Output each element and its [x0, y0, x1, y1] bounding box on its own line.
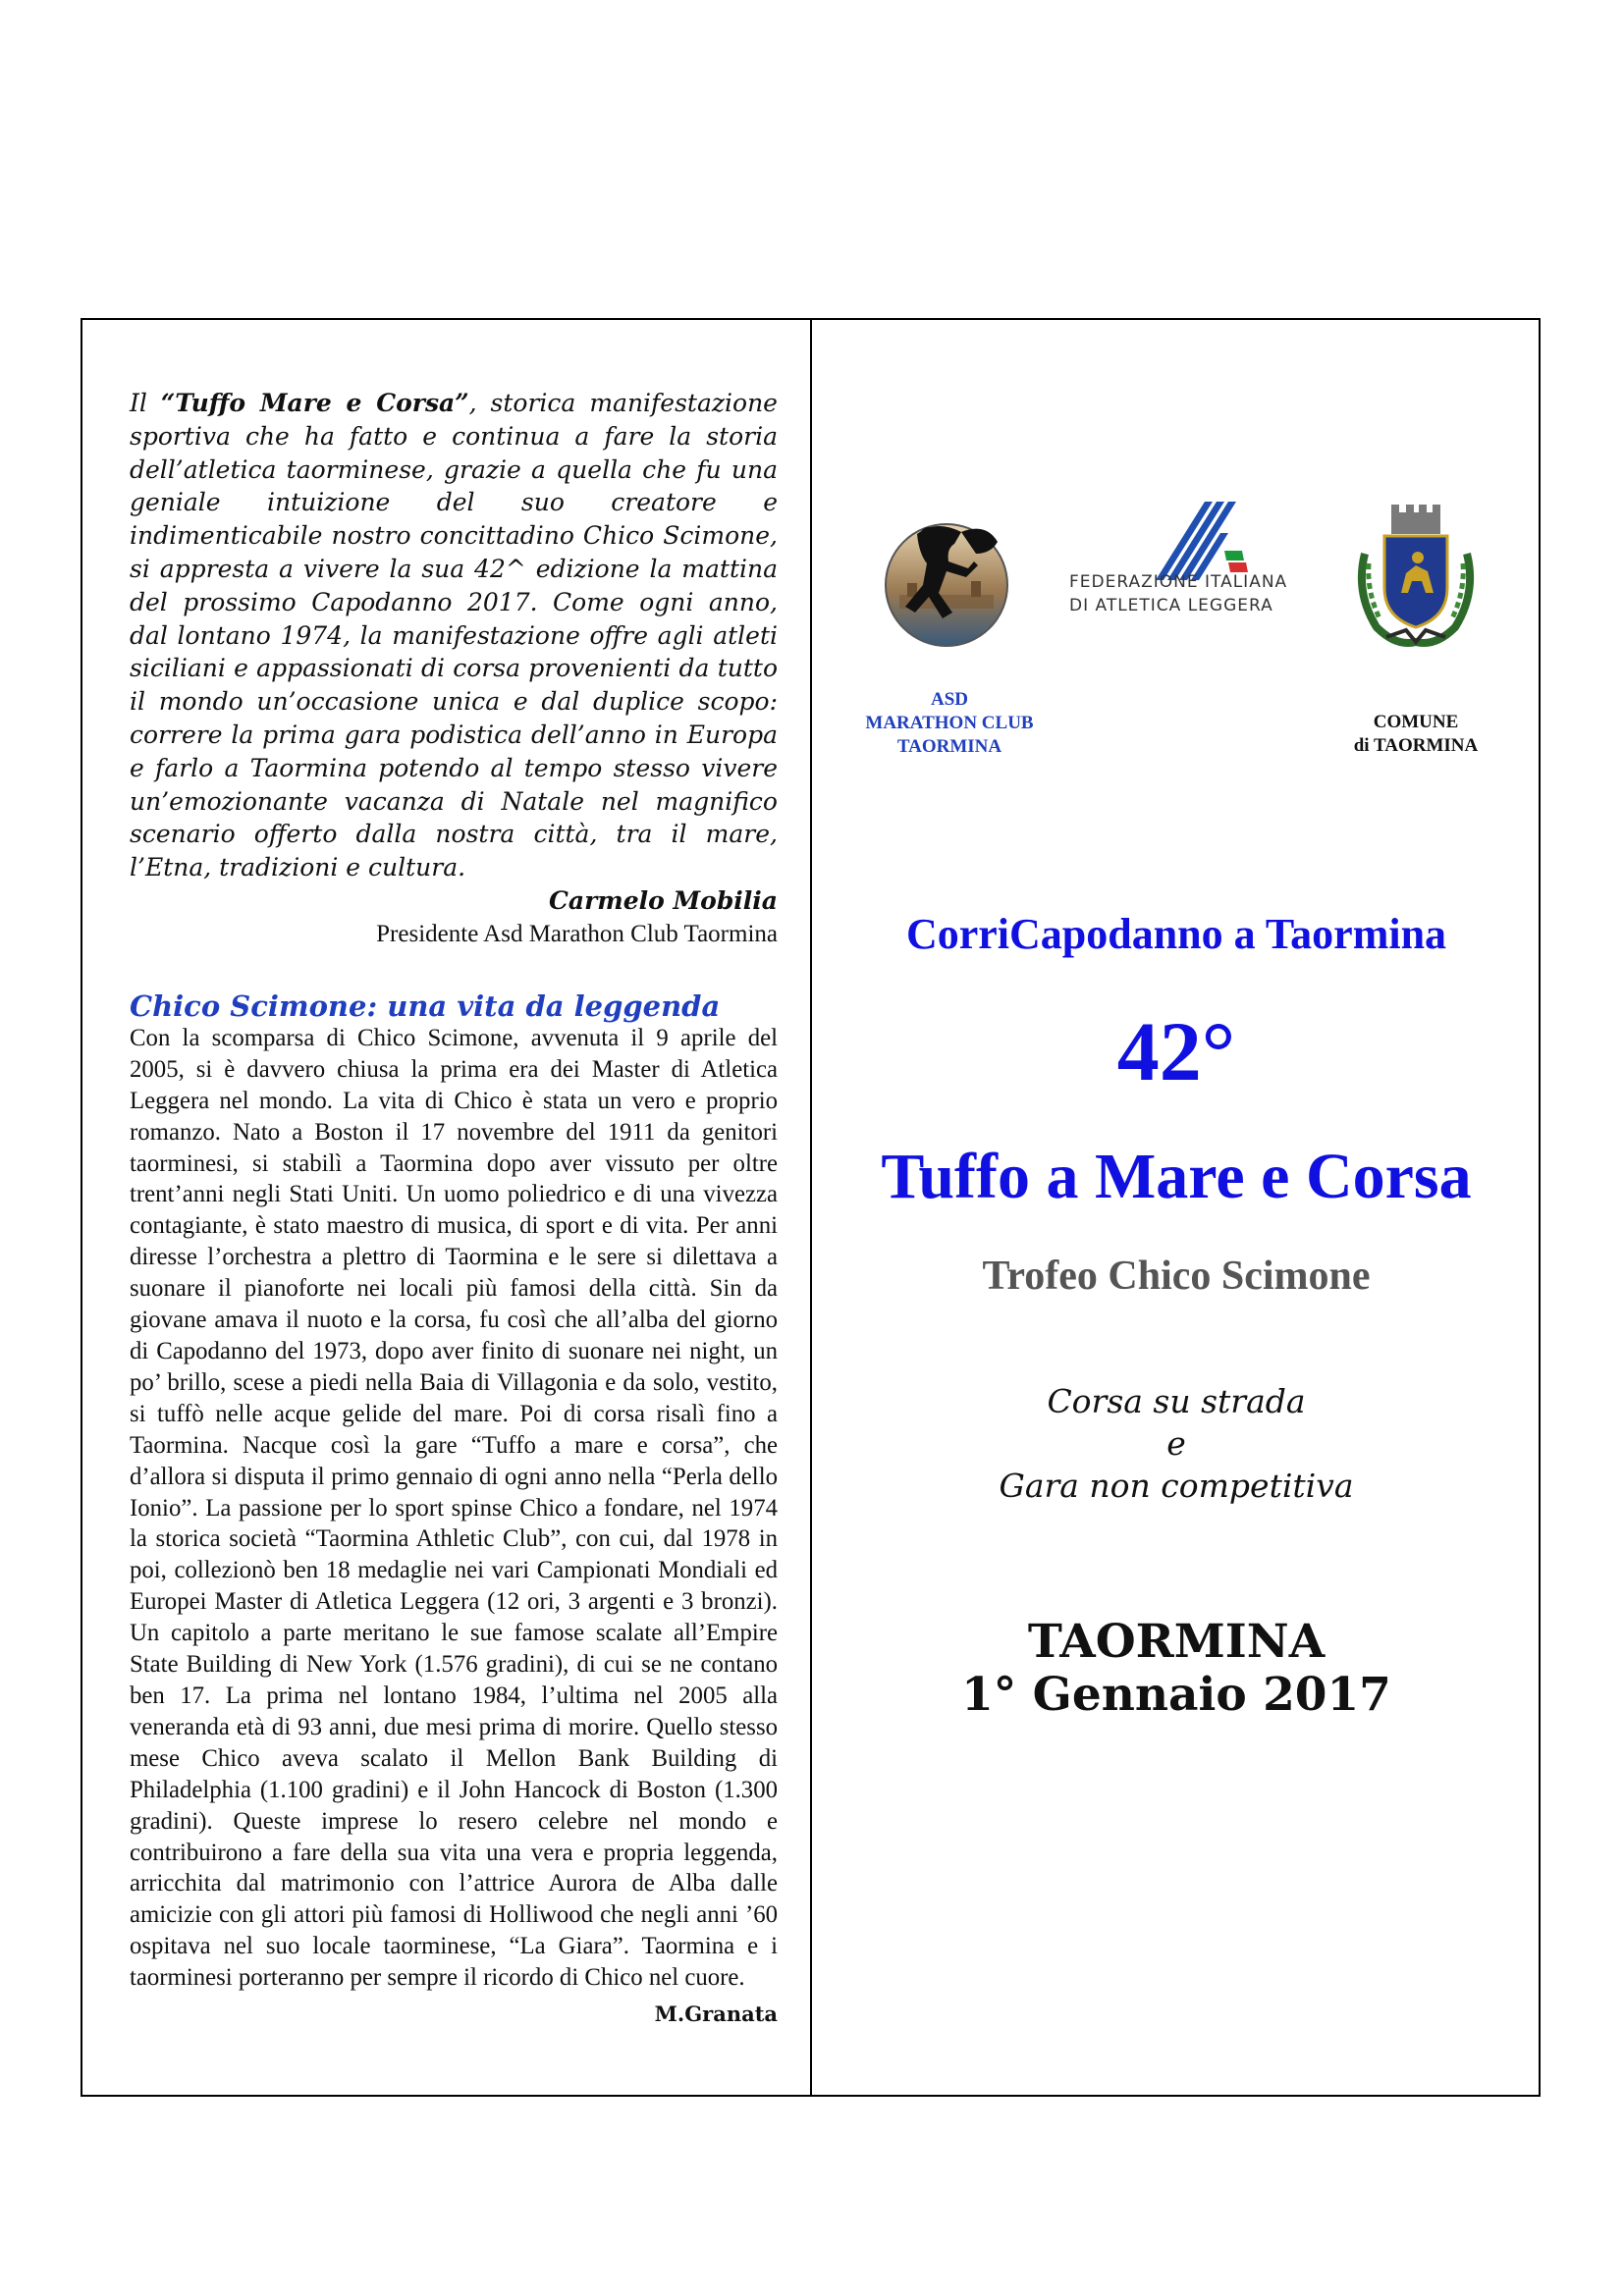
race-types: [812, 1380, 1541, 1507]
crest-icon: [1347, 495, 1485, 652]
edition-number: 42°: [1116, 1004, 1236, 1098]
left-panel: [130, 387, 778, 2031]
comune-label: COMUNE di TAORMINA: [1353, 712, 1479, 756]
event-series-title: CorriCapodanno a Taormina: [905, 910, 1447, 958]
story-title: Chico Scimone: una vita da leggenda: [130, 988, 721, 1023]
runner-logo-icon: [878, 514, 1015, 652]
story-author: M.Granata: [654, 2002, 778, 2027]
event-date: 1° Gennaio 2017: [961, 1668, 1391, 1722]
right-panel: [812, 320, 1541, 2095]
intro-paragraph: Il “Tuffo Mare e Corsa”, storica manifestazione sportiva che ha fatto e continua a fare la storia dell’atletica taorminese, grazie a quella che fu una geniale intuizione del suo creatore e indimenticabile nostro concittadino Chico Scimone, si appresta a vivere la sua 42^ edizione la mattina del prossimo Capodanno 2017. Come ogni anno, dal lontano 1974, la manifestazione offre agli atleti siciliani e appassionati di corsa provenienti da tutto il mondo un’occasione unica e dal duplice scopo: correre la prima gara podistica dell’anno in Europa e farlo a Taormina potendo al tempo stesso vivere un’emozionante vacanza di Natale nel magnifico scenario offerto dalla nostra città, tra il mare, l’Etna, tradizioni e cultura.: [130, 389, 778, 882]
brochure-frame: [81, 318, 1541, 2097]
signature-name: Carmelo Mobilia: [548, 885, 778, 915]
fidal-label: FEDERAZIONE ITALIANA DI ATLETICA LEGGERA: [1069, 572, 1288, 615]
story-body: Con la scomparsa di Chico Scimone, avvenuta il 9 aprile del 2005, si è davvero chiusa la prima era dei Master di Atletica Leggera nel mondo. La vita di Chico è stata un vero e proprio romanzo. Nato a Boston il 17 novembre del 1911 da genitori taorminesi, si stabilì a Taormina dopo aver vissuto per oltre trent’anni negli Stati Uniti. Un uomo poliedrico e di una vivezza contagiante, è stato maestro di musica, di sport e di vita. Per anni diresse l’orchestra a plettro di Taormina e le sere si dilettava a suonare il pianoforte nei locali più famosi della città. Sin da giovane amava il nuoto e la corsa, fu così che all’alba del giorno di Capodanno del 1973, dopo aver finito di suonare nei night, un po’ brillo, scese a piedi nella Baia di Villagonia e da solo, vestito, si tuffò nelle acque gelide del mare. Poi di corsa risalì fino a Taormina. Nacque così la gare “Tuffo a mare e corsa”, che d’allora si disputa il primo gennaio di ogni anno nella “Perla dello Ionio”. La passione per lo sport spinse Chico a fondare, nel 1974 la storica società “Taormina Athletic Club”, con cui, dal 1978 in poi, collezionò ben 18 medaglie nei vari Campionati Mondiali ed Europei Master di Atletica Leggera (12 ori, 3 argenti e 3 bronzi). Un capitolo a parte meritano le sue famose scalate all’Empire State Building di New York (1.576 gradini), di cui se ne contano ben 17. La prima nel lontano 1984, l’ultima nel 2005 alla veneranda età di 93 anni, due mesi prima di morire. Quello stesso mese Chico aveva scalato il Mellon Bank Building di Philadelphia (1.100 gradini) e il John Hancock di Boston (1.300 gradini). Queste imprese lo resero celebre nel mondo e contribuirono a fare della sua vita una vera e propria leggenda, arricchita dal matrimonio con l’attrice Aurora de Alba dalle amicizie con gli attori più famosi di Holliwood che negli anni ’60 ospitava nel suo locale taorminese, “La Giara”. Taormina e i taorminesi porteranno per sempre il ricordo di Chico nel cuore.: [130, 1024, 778, 1992]
race-type-road: Corsa su strada: [1047, 1382, 1306, 1420]
signature-role: Presidente Asd Marathon Club Taormina: [376, 920, 778, 947]
race-type-noncompetitive: Gara non competitiva: [999, 1467, 1354, 1505]
race-type-connector: e: [1166, 1424, 1186, 1463]
place-and-date: [812, 1616, 1541, 1722]
event-city: TAORMINA: [1027, 1615, 1326, 1669]
intro-event-name: “Tuffo Mare e Corsa”: [160, 389, 469, 417]
club-label: ASD MARATHON CLUB TAORMINA: [865, 689, 1034, 757]
event-title: Tuffo a Mare e Corsa: [881, 1141, 1472, 1212]
trophy-title: Trofeo Chico Scimone: [982, 1254, 1371, 1299]
